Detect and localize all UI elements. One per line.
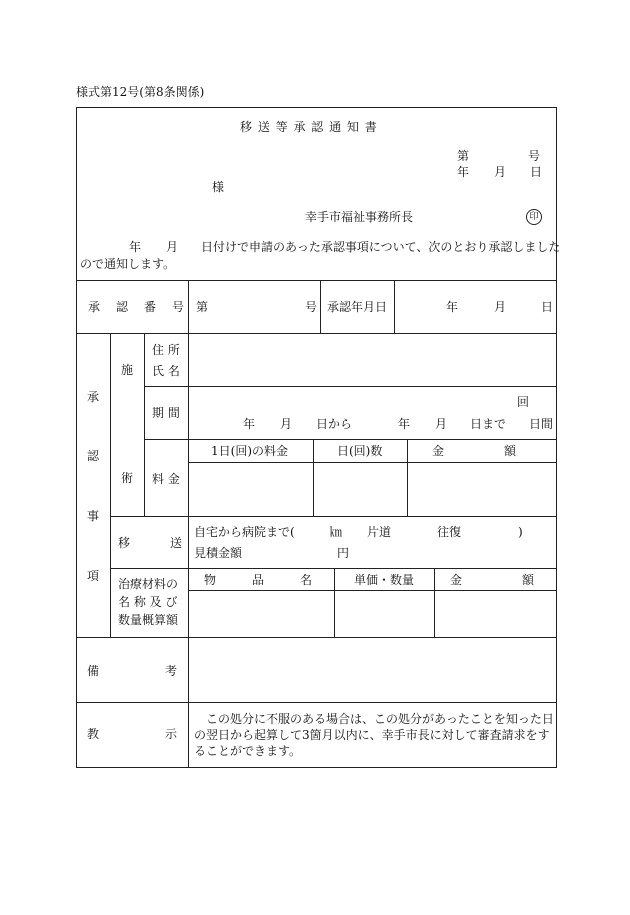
approval-number-dai: 第 bbox=[196, 300, 209, 314]
materials-header-amount: 金 額 bbox=[450, 573, 535, 587]
facility-label-1: 施 bbox=[121, 363, 134, 377]
materials-header-price: 単価・数量 bbox=[354, 573, 415, 587]
transport-oneway: 片道 bbox=[367, 525, 392, 539]
fee-header-rate: 1日(回)の料金 bbox=[211, 444, 288, 458]
form-number-label: 様式第12号(第8条関係) bbox=[76, 85, 205, 99]
period-tsuki-1: 月 bbox=[280, 417, 293, 431]
header-hi: 日 bbox=[530, 165, 543, 179]
header-nen: 年 bbox=[457, 165, 470, 179]
estimate-label: 見積金額 bbox=[194, 546, 243, 560]
transport-close: ) bbox=[518, 525, 523, 539]
name-label: 氏 名 bbox=[152, 364, 180, 378]
materials-label-3: 数量概算額 bbox=[118, 613, 179, 627]
approval-date-nen: 年 bbox=[446, 300, 459, 314]
transport-round: 往復 bbox=[437, 525, 462, 539]
instruction-line3: ることができます。 bbox=[194, 744, 302, 758]
seal-mark: 印 bbox=[526, 209, 542, 225]
intro-line2: ので通知します。 bbox=[80, 257, 176, 271]
transport-line1-prefix: 自宅から病院まで( bbox=[194, 525, 295, 539]
period-made: 日まで bbox=[470, 417, 507, 431]
approval-date-tsuki: 月 bbox=[494, 300, 507, 314]
transport-label: 移 送 bbox=[118, 536, 184, 550]
header-go: 号 bbox=[528, 149, 541, 163]
form-title: 移 送 等 承 認 通 知 書 bbox=[240, 120, 378, 134]
transport-km: ㎞ bbox=[330, 525, 343, 539]
approval-items-label-3: 事 bbox=[87, 509, 100, 523]
instruction-line1: この処分に不服のある場合は、この処分があったことを知った日 bbox=[206, 712, 554, 726]
header-tsuki: 月 bbox=[494, 165, 507, 179]
materials-header-item: 物 品 名 bbox=[204, 573, 313, 587]
approval-items-label-1: 承 bbox=[87, 390, 100, 404]
fee-header-amount: 金 額 bbox=[432, 444, 517, 458]
period-nen-1: 年 bbox=[243, 417, 256, 431]
intro-nen: 年 bbox=[129, 240, 142, 254]
period-tsuki-2: 月 bbox=[435, 417, 448, 431]
fee-label: 料 金 bbox=[152, 472, 180, 486]
header-dai: 第 bbox=[457, 149, 470, 163]
period-kai: 回 bbox=[517, 395, 530, 409]
approval-number-label: 承 認 番 号 bbox=[88, 300, 187, 314]
intro-tsuki: 月 bbox=[166, 240, 179, 254]
approval-date-label: 承認年月日 bbox=[327, 300, 388, 314]
instruction-line2: の翌日から起算して3箇月以内に、幸手市長に対して審査請求をす bbox=[194, 728, 550, 742]
issuer-name: 幸手市福祉事務所長 bbox=[305, 210, 414, 224]
approval-items-label-4: 項 bbox=[87, 569, 100, 583]
period-label: 期 間 bbox=[152, 406, 180, 420]
period-kara: 日から bbox=[316, 417, 353, 431]
intro-line1: 日付けで申請のあった承認事項について、次のとおり承認しました bbox=[201, 240, 561, 254]
materials-label-2: 名 称 及 び bbox=[118, 595, 178, 609]
estimate-yen: 円 bbox=[337, 546, 350, 560]
period-nen-2: 年 bbox=[398, 417, 411, 431]
recipient-sama: 様 bbox=[212, 180, 225, 194]
address-label: 住 所 bbox=[152, 343, 180, 357]
remarks-label: 備 考 bbox=[87, 664, 179, 678]
materials-label-1: 治療材料の bbox=[118, 577, 179, 591]
fee-header-days: 日(回)数 bbox=[337, 444, 383, 458]
period-nichikan: 日間 bbox=[529, 417, 554, 431]
approval-items-label-2: 認 bbox=[87, 449, 100, 463]
instruction-label: 教 示 bbox=[87, 727, 179, 741]
facility-label-2: 術 bbox=[121, 471, 134, 485]
approval-number-go: 号 bbox=[305, 300, 318, 314]
approval-date-hi: 日 bbox=[541, 300, 554, 314]
